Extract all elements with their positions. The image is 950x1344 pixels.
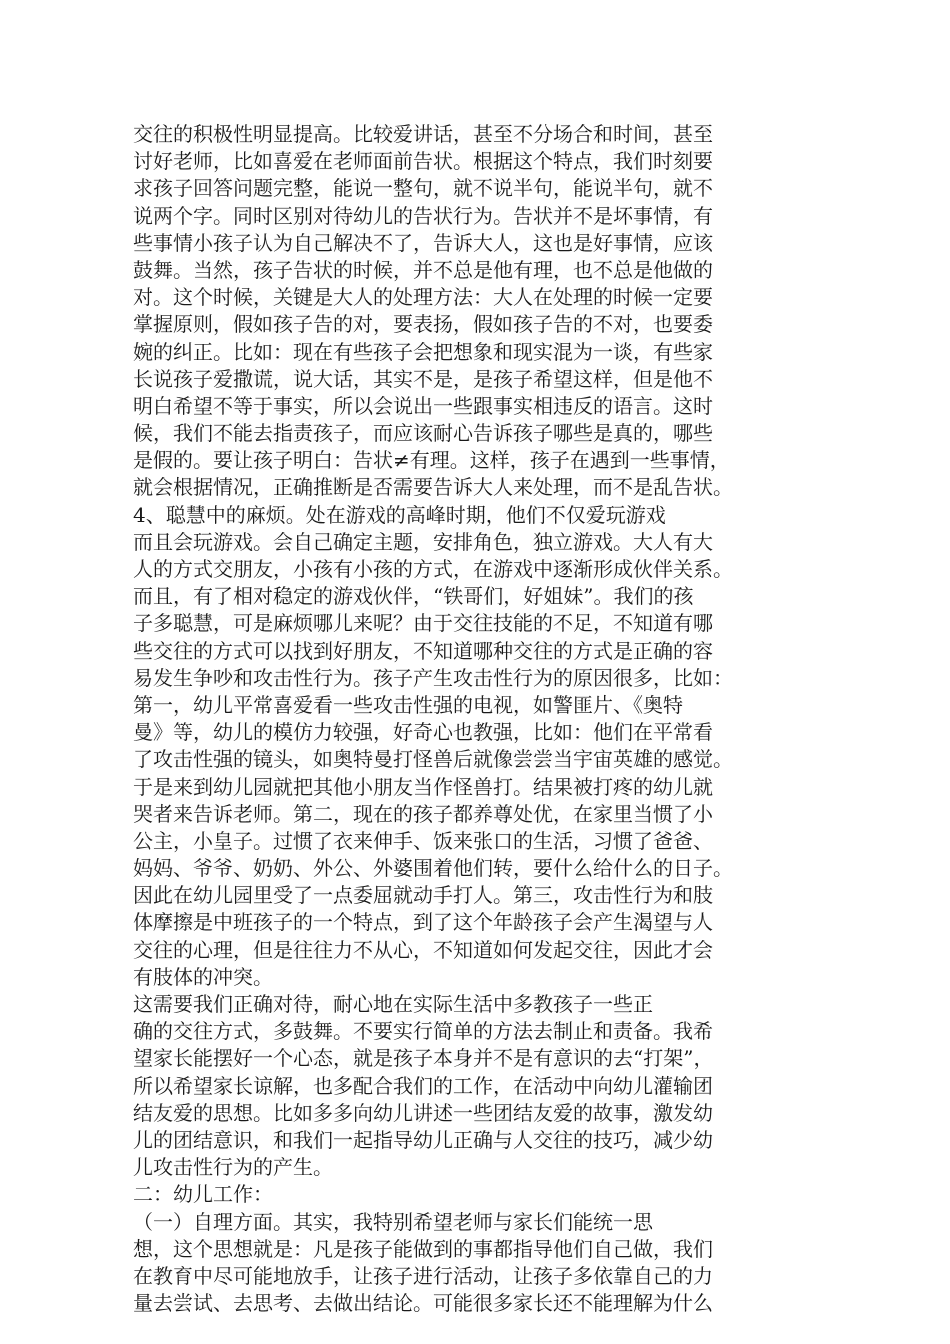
text-line: 这需要我们正确对待，耐心地在实际生活中多教孩子一些正 (133, 992, 653, 1016)
text-line: 确的交往方式，多鼓舞。不要实行简单的方法去制止和责备。我希 (133, 1019, 713, 1044)
text-line: 望家长能摆好一个心态，就是孩子本身并不是有意识的去“打架”， (133, 1046, 714, 1071)
text-line: 明白希望不等于事实，所以会说出一些跟事实相违反的语言。这时 (133, 393, 713, 418)
text-line: 易发生争吵和攻击性行为。孩子产生攻击性行为的原因很多，比如： (133, 665, 733, 690)
text-line: 想，这个思想就是：凡是孩子能做到的事都指导他们自己做，我们 (133, 1236, 713, 1261)
text-line: 儿攻击性行为的产生。 (133, 1155, 333, 1180)
text-line: 因此在幼儿园里受了一点委屈就动手打人。第三，攻击性行为和肢 (133, 883, 713, 908)
text-line: 交往的心理，但是往往力不从心，不知道如何发起交往，因此才会 (133, 937, 713, 962)
text-line: 二：幼儿工作： (133, 1182, 273, 1207)
text-line: 结友爱的思想。比如多多向幼儿讲述一些团结友爱的故事，激发幼 (133, 1100, 713, 1125)
text-line: 掌握原则，假如孩子告的对，要表扬，假如孩子告的不对，也要委 (133, 312, 713, 337)
text-line: 了攻击性强的镜头，如奥特曼打怪兽后就像尝尝当宇宙英雄的感觉。 (133, 747, 733, 772)
text-line: 就会根据情况，正确推断是否需要告诉大人来处理，而不是乱告状。 (133, 475, 733, 500)
text-line: 婉的纠正。比如：现在有些孩子会把想象和现实混为一谈，有些家 (133, 339, 713, 364)
text-line: 所以希望家长谅解，也多配合我们的工作，在活动中向幼儿灌输团 (133, 1073, 713, 1098)
text-line: （一）自理方面。其实，我特别希望老师与家长们能统一思 (133, 1209, 653, 1234)
text-line: 哭者来告诉老师。第二，现在的孩子都养尊处优，在家里当惯了小 (133, 801, 713, 826)
text-line: 公主，小皇子。过惯了衣来伸手、饭来张口的生活，习惯了爸爸、 (133, 828, 713, 853)
text-line: 长说孩子爱撒谎，说大话，其实不是，是孩子希望这样，但是他不 (133, 366, 713, 391)
text-line: 而且会玩游戏。会自己确定主题，安排角色，独立游戏。大人有大 (133, 529, 713, 554)
text-line: 对。这个时候，关键是大人的处理方法：大人在处理的时候一定要 (133, 285, 713, 310)
text-line: 说两个字。同时区别对待幼儿的告状行为。告状并不是坏事情，有 (133, 203, 713, 228)
text-line: 第一，幼儿平常喜爱看一些攻击性强的电视，如警匪片、《奥特 (133, 692, 683, 717)
text-line: 求孩子回答问题完整，能说一整句，就不说半句，能说半句，就不 (133, 176, 713, 201)
text-line: 交往的积极性明显提高。比较爱讲话，甚至不分场合和时间，甚至 (133, 122, 713, 146)
text-line: 4、聪慧中的麻烦。处在游戏的高峰时期，他们不仅爱玩游戏 (133, 502, 666, 527)
text-line: 有肢体的冲突。 (133, 964, 273, 989)
text-line: 些交往的方式可以找到好朋友，不知道哪种交往的方式是正确的容 (133, 638, 713, 663)
text-line: 是假的。要让孩子明白：告状≠有理。这样，孩子在遇到一些事情， (133, 448, 730, 473)
text-line: 而且，有了相对稳定的游戏伙伴，“铁哥们，好姐妹”。我们的孩 (133, 584, 694, 609)
body-text (133, 121, 823, 1317)
text-line: 体摩擦是中班孩子的一个特点，到了这个年龄孩子会产生渴望与人 (133, 910, 713, 935)
text-line: 子多聪慧，可是麻烦哪儿来呢？由于交往技能的不足，不知道有哪 (133, 611, 713, 636)
text-line: 儿的团结意识，和我们一起指导幼儿正确与人交往的技巧，减少幼 (133, 1127, 713, 1152)
text-line: 于是来到幼儿园就把其他小朋友当作怪兽打。结果被打疼的幼儿就 (133, 774, 713, 799)
text-line: 曼》等，幼儿的模仿力较强，好奇心也教强，比如：他们在平常看 (133, 720, 713, 745)
text-line: 量去尝试、去思考、去做出结论。可能很多家长还不能理解为什么 (133, 1291, 713, 1316)
text-line: 人的方式交朋友，小孩有小孩的方式，在游戏中逐渐形成伙伴关系。 (133, 557, 733, 581)
text-line: 些事情小孩子认为自己解决不了，告诉大人，这也是好事情，应该 (133, 230, 713, 255)
text-line: 讨好老师，比如喜爱在老师面前告状。根据这个特点，我们时刻要 (133, 149, 713, 174)
text-line: 候，我们不能去指责孩子，而应该耐心告诉孩子哪些是真的，哪些 (133, 421, 713, 446)
text-line: 在教育中尽可能地放手，让孩子进行活动，让孩子多依靠自己的力 (133, 1263, 713, 1288)
text-line: 鼓舞。当然，孩子告状的时候，并不总是他有理，也不总是他做的 (133, 257, 713, 282)
text-line: 妈妈、爷爷、奶奶、外公、外婆围着他们转，要什么给什么的日子。 (133, 856, 733, 881)
